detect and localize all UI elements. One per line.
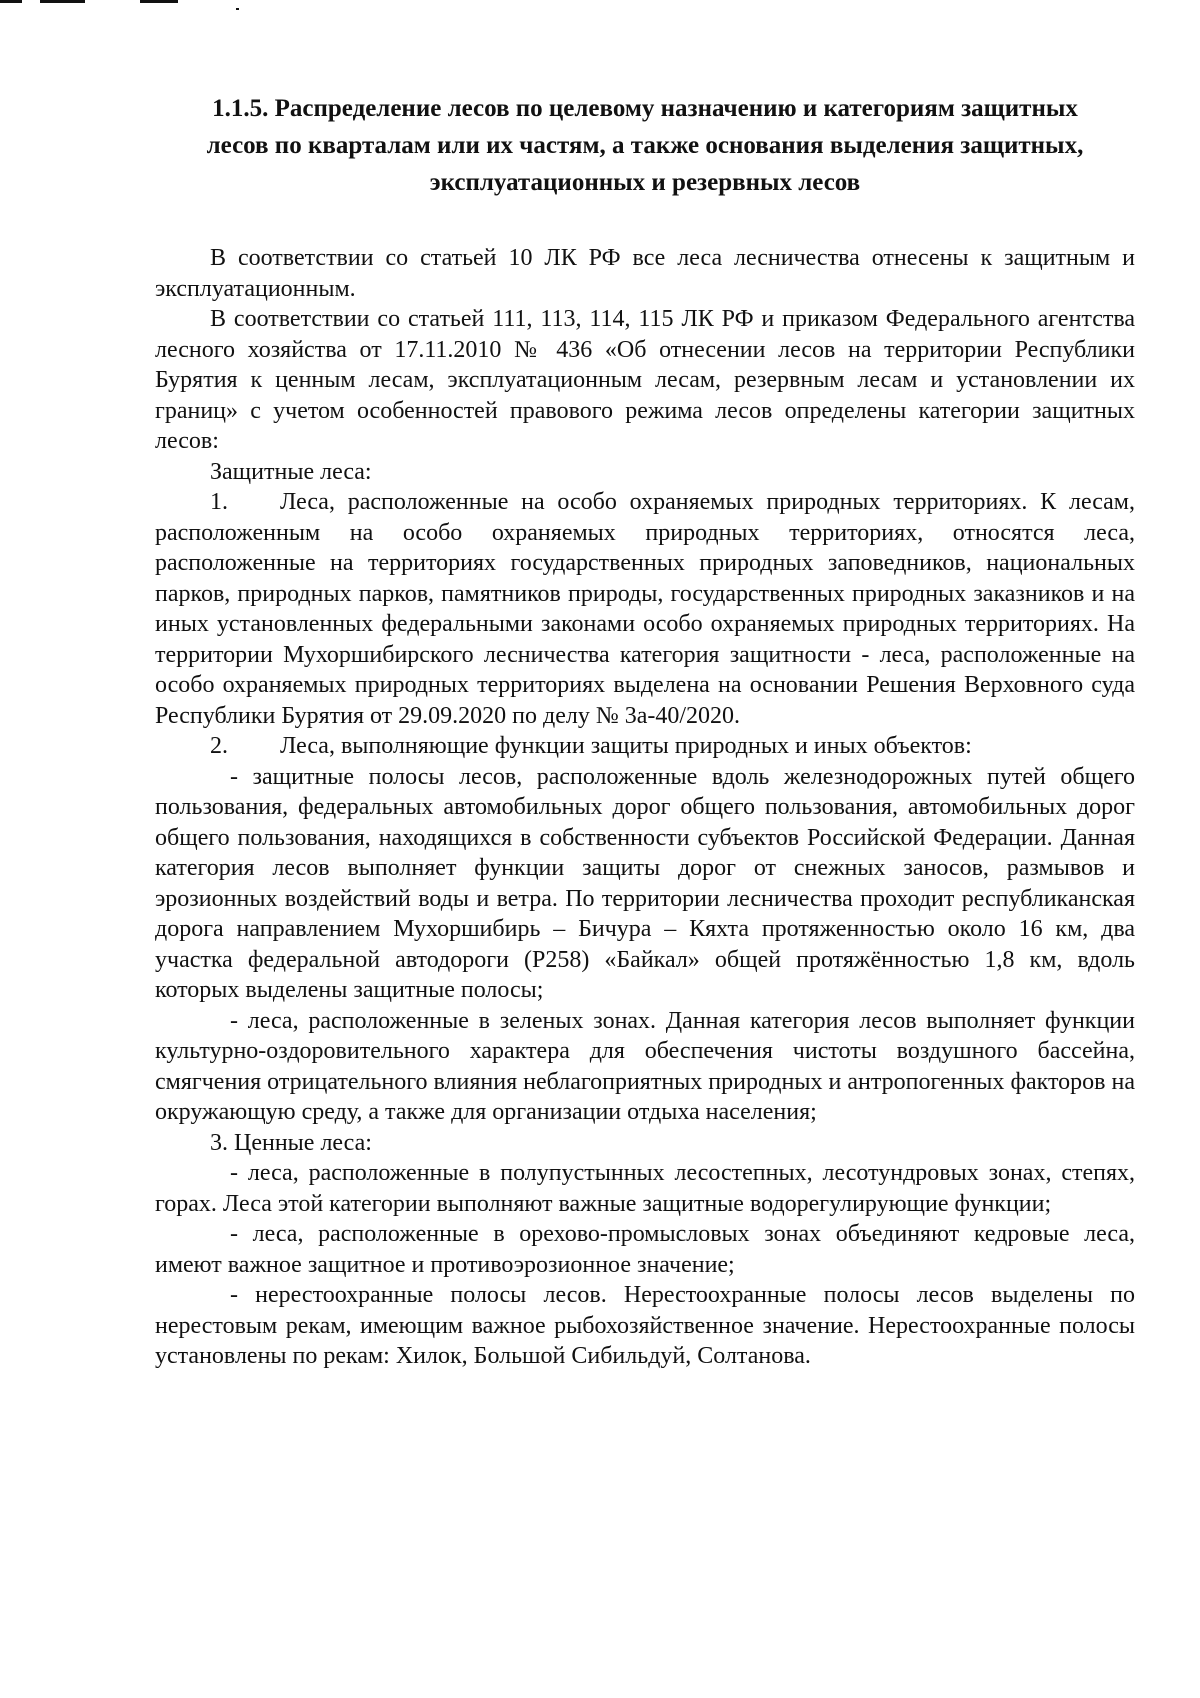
dash-item-spawning: - нерестоохранные полосы лесов. Нерестоохранные полосы лесов выделены по нерестовым рекам, имеющим важное рыбохозяйственное значение. Нерестоохранные полосы установлены по рекам: Хилок, Большой Сибильдуй, Солтанова. (155, 1282, 1135, 1369)
dash-item-green-zones: - леса, расположенные в зеленых зонах. Данная категория лесов выполняет функции культурно-оздоровительного характера для обеспечения чистоты воздушного бассейна, смягчения отрицательного влияния неблагоприятных природных и антропогенных факторов на окружающую среду, а также для организации отдыха населения; (155, 1007, 1135, 1125)
scan-edge-marks (0, 0, 400, 20)
dash-item-road-protection: - защитные полосы лесов, расположенные вдоль железнодорожных путей общего пользования, федеральных автомобильных дорог общего пользования, автомобильных дорог общего пользования, находящихся в собственности субъектов Российской Федерации. Данная категория лесов выполняет функции защиты дорог от снежных заносов, размывов и эрозионных воздействий воды и ветра. По территории лесничества проходит республиканская дорога направлением Мухоршибирь – Бичура – Кяхта протяженностью около 16 км, два участка федеральной автодороги (Р258) «Байкал» общей протяжённостью 1,8 км, вдоль которых выделены защитные полосы; (155, 763, 1135, 1003)
list-item-2-number: 2. (210, 733, 228, 759)
paragraph-protective-forests-label: Защитные леса: (210, 458, 372, 485)
dash-item-semidesert: - леса, расположенные в полупустынных лесостепных, лесотундровых зонах, степях, горах. Леса этой категории выполняют важные защитные водорегулирующие функции; (155, 1160, 1135, 1217)
section-heading: 1.1.5. Распределение лесов по целевому назначению и категориям защитных лесов по кварталам или их частям, а также основания выделения защитных, эксплуатационных и резервных лесов (206, 95, 1084, 196)
list-item-1-text: Леса, расположенные на особо охраняемых природных территориях. К лесам, расположенным на особо охраняемых природных территориях, относятся леса, расположенные на территориях государственных природных заповедников, национальных парков, природных парков, памятников природы, государственных природных заказников и на иных установленных федеральными законами особо охраняемых природных территориях. На территории Мухоршибирского лесничества категория защитности - леса, расположенные на особо охраняемых природных территориях выделена на основании Решения Верховного суда Республики Бурятия от 29.09.2020 по делу № 3а-40/2020. (155, 489, 1135, 729)
list-item-3: 3. Ценные леса: (210, 1129, 372, 1156)
paragraph-intro: В соответствии со статьей 10 ЛК РФ все леса лесничества отнесены к защитным и эксплуатационным. (155, 245, 1135, 302)
list-item-2 (155, 731, 1135, 762)
paragraph-legal-basis: В соответствии со статьей 111, 113, 114, 115 ЛК РФ и приказом Федерального агентства лесного хозяйства от 17.11.2010 № 436 «Об отнесении лесов на территории Республики Бурятия к ценным лесам, эксплуатационным лесам, резервным лесам и установлении их границ» с учетом особенностей правового режима лесов определены категории защитных лесов: (155, 306, 1135, 454)
dash-item-nut-zones: - леса, расположенные в орехово-промысловых зонах объединяют кедровые леса, имеют важное защитное и противоэрозионное значение; (155, 1221, 1135, 1278)
list-item-1 (155, 487, 1135, 731)
list-item-2-text: Леса, выполняющие функции защиты природных и иных объектов: (280, 733, 972, 759)
document-page (155, 90, 1135, 1372)
list-item-1-number: 1. (210, 489, 228, 515)
